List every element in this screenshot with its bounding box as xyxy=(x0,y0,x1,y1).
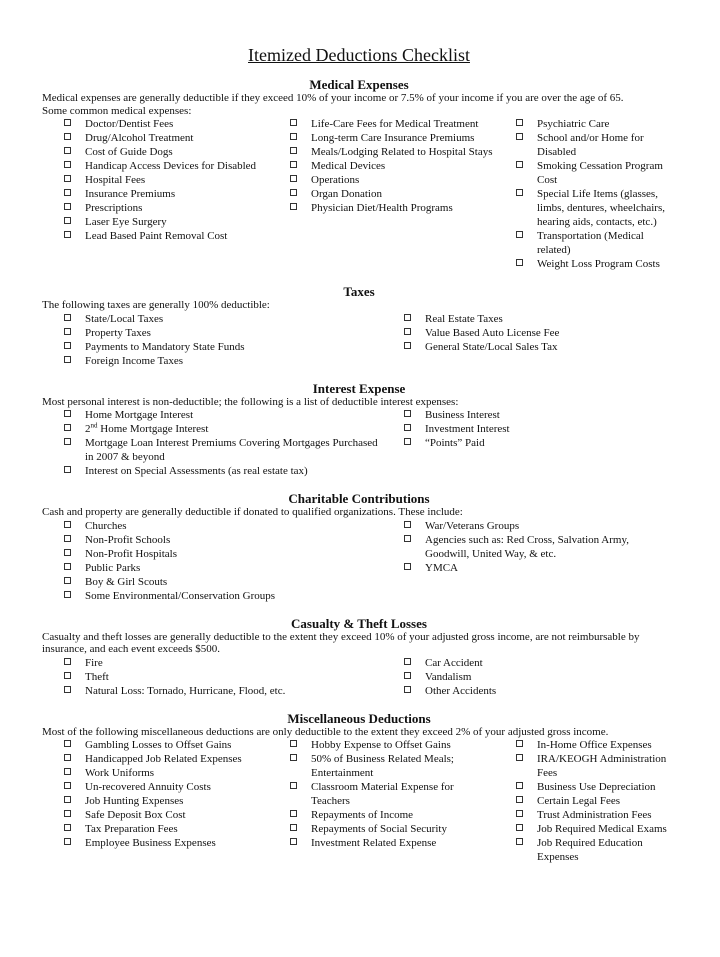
checklist-item xyxy=(42,464,382,478)
checkbox[interactable] xyxy=(64,314,71,321)
interest-intro: Most personal interest is non-deductible; the following is a list of deductible interest expenses: xyxy=(42,395,459,408)
checklist-item-label: Cost of Guide Dogs xyxy=(85,146,173,158)
checklist-item-label: Some Environmental/Conservation Groups xyxy=(85,589,276,602)
checklist-item-label: Non-Profit Schools xyxy=(85,533,171,546)
checklist-item xyxy=(494,780,676,794)
checklist-item-label: Handicapped Job Related Expenses xyxy=(85,753,242,765)
checkbox[interactable] xyxy=(516,259,523,266)
misc-col-2 xyxy=(268,738,494,864)
checkbox[interactable] xyxy=(290,189,297,196)
checklist-item xyxy=(494,822,676,836)
checklist-item xyxy=(268,187,494,201)
checklist-item xyxy=(382,422,676,436)
checklist-item-label: School and/or Home for Disabled xyxy=(537,132,644,158)
charitable-columns xyxy=(42,519,676,603)
checklist-item-label: War/Veterans Groups xyxy=(425,519,520,532)
checkbox[interactable] xyxy=(290,147,297,154)
checkbox[interactable] xyxy=(64,147,71,154)
checklist-item xyxy=(382,670,676,684)
checklist-item xyxy=(268,173,494,187)
checklist-item-label: General State/Local Sales Tax xyxy=(425,340,558,353)
checklist-item-label: Home Mortgage Interest xyxy=(100,423,209,435)
checkbox[interactable] xyxy=(404,535,411,542)
checkbox[interactable] xyxy=(404,658,411,665)
checklist-item-label: Prescriptions xyxy=(85,202,143,214)
checklist-item-label: Trust Administration Fees xyxy=(537,809,652,821)
checklist-item-label: YMCA xyxy=(425,561,459,574)
checklist-item xyxy=(494,738,676,752)
misc-col-1 xyxy=(42,738,268,864)
checklist-item-label: Doctor/Dentist Fees xyxy=(85,118,174,130)
checkbox[interactable] xyxy=(404,342,411,349)
checklist-item xyxy=(268,131,494,145)
charitable-intro: Cash and property are generally deductible if donated to qualified organizations. These include: xyxy=(42,506,463,518)
checkbox[interactable] xyxy=(64,342,71,349)
checkbox[interactable] xyxy=(516,740,523,747)
misc-section xyxy=(42,711,676,865)
checklist-item xyxy=(42,173,268,187)
checklist-item xyxy=(382,340,676,354)
checkbox[interactable] xyxy=(404,563,411,570)
checklist-item-label: Property Taxes xyxy=(85,326,151,339)
checklist-item-label: Physician Diet/Health Programs xyxy=(311,202,453,214)
checkbox[interactable] xyxy=(404,424,411,431)
checklist-item-label: Smoking Cessation Program Cost xyxy=(537,160,663,186)
checkbox[interactable] xyxy=(64,328,71,335)
casualty-col-1 xyxy=(42,656,382,698)
checklist-item xyxy=(42,340,382,354)
checklist-item xyxy=(42,145,268,159)
checkbox[interactable] xyxy=(516,231,523,238)
checkbox[interactable] xyxy=(290,740,297,747)
checklist-item-label: Meals/Lodging Related to Hospital Stays xyxy=(311,146,493,158)
checklist-item-label: Real Estate Taxes xyxy=(425,312,503,325)
ordinal-number: 2 xyxy=(85,423,91,435)
checkbox[interactable] xyxy=(64,133,71,140)
checklist-item-label: Laser Eye Surgery xyxy=(85,216,167,228)
checklist-item-label: Tax Preparation Fees xyxy=(85,823,178,835)
checklist-item-label: Employee Business Expenses xyxy=(85,837,216,849)
checklist-item-label: Weight Loss Program Costs xyxy=(537,258,660,270)
checklist-item xyxy=(42,766,268,780)
checklist-item xyxy=(268,822,494,836)
taxes-heading: Taxes xyxy=(343,284,375,299)
checklist-item xyxy=(268,780,494,808)
checklist-item xyxy=(42,187,268,201)
checkbox[interactable] xyxy=(64,217,71,224)
checkbox[interactable] xyxy=(516,189,523,196)
checklist-item-label: Payments to Mandatory State Funds xyxy=(85,340,245,353)
checklist-item-label: Organ Donation xyxy=(311,188,382,200)
checklist-item xyxy=(42,533,382,547)
checklist-item-label: Repayments of Income xyxy=(311,809,414,821)
checkbox[interactable] xyxy=(64,672,71,679)
checkbox[interactable] xyxy=(64,591,71,598)
checklist-item-label: Business Use Depreciation xyxy=(537,781,656,793)
checklist-item xyxy=(382,408,676,422)
checklist-item-label: Churches xyxy=(85,519,127,532)
checklist-item-label: Home Mortgage Interest xyxy=(85,409,194,421)
checkbox[interactable] xyxy=(290,175,297,182)
casualty-columns xyxy=(42,656,676,698)
checklist-item-label: “Points” Paid xyxy=(425,437,485,449)
checklist-item xyxy=(494,159,676,187)
checkbox[interactable] xyxy=(290,119,297,126)
taxes-columns xyxy=(42,312,676,368)
checkbox[interactable] xyxy=(64,189,71,196)
checkbox[interactable] xyxy=(516,119,523,126)
checkbox[interactable] xyxy=(64,824,71,831)
charitable-section xyxy=(42,491,676,603)
checkbox[interactable] xyxy=(404,521,411,528)
medical-columns xyxy=(42,117,676,271)
checkbox[interactable] xyxy=(516,754,523,761)
checklist-item xyxy=(42,575,382,589)
checklist-item xyxy=(42,354,382,368)
checklist-item-label: Hospital Fees xyxy=(85,174,146,186)
checkbox[interactable] xyxy=(290,824,297,831)
checkbox[interactable] xyxy=(64,535,71,542)
ordinal-suffix: nd xyxy=(90,421,98,430)
checkbox[interactable] xyxy=(64,356,71,363)
checkbox[interactable] xyxy=(64,438,71,445)
checklist-item-label: Interest on Special Assessments (as real estate tax) xyxy=(85,465,308,477)
checklist-item xyxy=(382,326,676,340)
charitable-heading: Charitable Contributions xyxy=(288,491,430,506)
page-title: Itemized Deductions Checklist xyxy=(248,45,470,65)
interest-section xyxy=(42,381,676,479)
checkbox[interactable] xyxy=(290,161,297,168)
checkbox[interactable] xyxy=(516,161,523,168)
checklist-item xyxy=(42,738,268,752)
checkbox[interactable] xyxy=(404,410,411,417)
checklist-item-label: Safe Deposit Box Cost xyxy=(85,809,186,821)
medical-intro: Medical expenses are generally deductible if they exceed 10% of your income or 7.5% of your income if you are over the age of 65. xyxy=(42,92,624,104)
checklist-item xyxy=(382,684,676,698)
checkbox[interactable] xyxy=(64,782,71,789)
checklist-item-label: Handicap Access Devices for Disabled xyxy=(85,160,257,172)
checklist-item-label: 50% of Business Related Meals; Entertainment xyxy=(311,753,454,779)
checkbox[interactable] xyxy=(64,810,71,817)
checklist-item xyxy=(382,561,676,575)
taxes-intro: The following taxes are generally 100% deductible: xyxy=(42,299,270,311)
checklist-item xyxy=(494,808,676,822)
checkbox[interactable] xyxy=(404,328,411,335)
checklist-item-label: Gambling Losses to Offset Gains xyxy=(85,739,232,751)
checklist-item xyxy=(268,145,494,159)
checkbox[interactable] xyxy=(64,838,71,845)
checklist-item xyxy=(494,117,676,131)
checklist-item-label: Operations xyxy=(311,174,360,186)
casualty-col-2 xyxy=(382,656,676,698)
checklist-item xyxy=(42,752,268,766)
checklist-item-label: Boy & Girl Scouts xyxy=(85,575,168,588)
checklist-item-label: State/Local Taxes xyxy=(85,312,164,325)
checkbox[interactable] xyxy=(290,782,297,789)
checklist-item-label: Foreign Income Taxes xyxy=(85,354,184,367)
checklist-item xyxy=(42,408,382,422)
checklist-item-label: Business Interest xyxy=(425,409,500,421)
checklist-item xyxy=(42,836,268,850)
casualty-intro: Casualty and theft losses are generally deductible to the extent they exceed 10% of your adjusted gross income, are not reimbursable by insurance, and each event exceeds $500. xyxy=(42,630,640,655)
checklist-item xyxy=(42,215,268,229)
checkbox[interactable] xyxy=(64,466,71,473)
checklist-item-label: Life-Care Fees for Medical Treatment xyxy=(311,118,479,130)
checkbox[interactable] xyxy=(64,686,71,693)
checklist-item-label: Job Required Medical Exams xyxy=(537,823,667,835)
checklist-item xyxy=(42,422,382,436)
checklist-item-label: Insurance Premiums xyxy=(85,188,176,200)
checkbox[interactable] xyxy=(64,203,71,210)
medical-col-1 xyxy=(42,117,268,271)
checklist-item-label: IRA/KEOGH Administration Fees xyxy=(537,753,667,779)
misc-intro: Most of the following miscellaneous deductions are only deductible to the extent they exceed 2% of your adjusted gross income. xyxy=(42,725,609,738)
misc-heading: Miscellaneous Deductions xyxy=(287,710,431,726)
checklist-item xyxy=(268,117,494,131)
checklist-item xyxy=(494,752,676,780)
checklist-item-label: Natural Loss: Tornado, Hurricane, Flood, etc. xyxy=(85,684,286,697)
checklist-item xyxy=(42,326,382,340)
checklist-item xyxy=(42,229,268,243)
checklist-item-label: Transportation (Medical related) xyxy=(537,230,644,256)
checklist-item-label: In-Home Office Expenses xyxy=(537,739,652,751)
checklist-item xyxy=(382,436,676,450)
checklist-item xyxy=(42,822,268,836)
checklist-item xyxy=(494,257,676,271)
taxes-section xyxy=(42,284,676,368)
checklist-item xyxy=(42,547,382,561)
medical-col-2 xyxy=(268,117,494,271)
checkbox[interactable] xyxy=(516,133,523,140)
checklist-item xyxy=(382,312,676,326)
checklist-item xyxy=(494,187,676,229)
checklist-item-label: Investment Related Expense xyxy=(311,837,437,849)
checklist-item-label: Lead Based Paint Removal Cost xyxy=(85,230,228,242)
checkbox[interactable] xyxy=(64,549,71,556)
checklist-item xyxy=(42,519,382,533)
checkbox[interactable] xyxy=(516,796,523,803)
checkbox[interactable] xyxy=(290,838,297,845)
checkbox[interactable] xyxy=(64,161,71,168)
medical-section xyxy=(42,77,676,271)
checklist-item xyxy=(42,684,382,698)
checkbox[interactable] xyxy=(516,782,523,789)
interest-col-1 xyxy=(42,408,382,478)
checklist-item-label: Hobby Expense to Offset Gains xyxy=(311,739,451,751)
checklist-item-label: Un-recovered Annuity Costs xyxy=(85,781,211,793)
checkbox[interactable] xyxy=(404,686,411,693)
checklist-item xyxy=(382,533,676,561)
checklist-item xyxy=(42,808,268,822)
checkbox[interactable] xyxy=(516,810,523,817)
checklist-item-label: Investment Interest xyxy=(425,423,510,435)
checkbox[interactable] xyxy=(64,563,71,570)
checklist-item xyxy=(268,738,494,752)
medical-intro-common: Some common medical expenses: xyxy=(42,104,192,117)
misc-col-3 xyxy=(494,738,676,864)
checkbox[interactable] xyxy=(516,824,523,831)
checklist-item xyxy=(42,159,268,173)
checklist-item xyxy=(42,436,382,464)
checklist-item xyxy=(494,794,676,808)
checkbox[interactable] xyxy=(64,119,71,126)
checkbox[interactable] xyxy=(404,438,411,445)
checkbox[interactable] xyxy=(290,203,297,210)
checkbox[interactable] xyxy=(516,838,523,845)
checklist-item-label: Job Required Education Expenses xyxy=(537,837,643,863)
checklist-item xyxy=(42,117,268,131)
checklist-item xyxy=(494,131,676,159)
checklist-item xyxy=(42,589,382,603)
checklist-item xyxy=(42,561,382,575)
misc-columns xyxy=(42,738,676,864)
interest-col-2 xyxy=(382,408,676,478)
checklist-item-label: Theft xyxy=(85,670,109,683)
charitable-col-2 xyxy=(382,519,676,603)
checkbox[interactable] xyxy=(64,754,71,761)
casualty-section xyxy=(42,616,676,698)
checklist-item-label: Repayments of Social Security xyxy=(311,823,447,835)
checklist-item xyxy=(42,201,268,215)
checklist-item xyxy=(382,519,676,533)
checklist-item xyxy=(268,836,494,850)
checklist-item-label: Value Based Auto License Fee xyxy=(425,326,560,339)
checkbox[interactable] xyxy=(290,810,297,817)
checklist-item xyxy=(494,229,676,257)
checklist-item xyxy=(42,794,268,808)
checklist-item-label: Vandalism xyxy=(425,670,472,683)
checklist-item xyxy=(42,670,382,684)
checkbox[interactable] xyxy=(64,658,71,665)
checklist-item-label: Long-term Care Insurance Premiums xyxy=(311,132,475,144)
checkbox[interactable] xyxy=(64,796,71,803)
checkbox[interactable] xyxy=(64,768,71,775)
checkbox[interactable] xyxy=(64,577,71,584)
checklist-item-label: Agencies such as: Red Cross, Salvation Army, Goodwill, United Way, & etc. xyxy=(425,533,629,560)
checkbox[interactable] xyxy=(64,175,71,182)
checklist-item-label: Work Uniforms xyxy=(85,767,155,779)
checklist-item-label: Job Hunting Expenses xyxy=(85,795,184,807)
checklist-item-label: Fire xyxy=(85,656,103,669)
checkbox[interactable] xyxy=(404,314,411,321)
medical-col-3 xyxy=(494,117,676,271)
checklist-item-label: Medical Devices xyxy=(311,160,386,172)
checklist-item-label: Car Accident xyxy=(425,656,483,669)
checklist-item xyxy=(268,159,494,173)
checklist-item-label: Other Accidents xyxy=(425,684,497,697)
checkbox[interactable] xyxy=(404,672,411,679)
checkbox[interactable] xyxy=(64,521,71,528)
checklist-item xyxy=(382,656,676,670)
checkbox[interactable] xyxy=(64,410,71,417)
checklist-item-label: Certain Legal Fees xyxy=(537,795,621,807)
checkbox[interactable] xyxy=(64,424,71,431)
taxes-col-1 xyxy=(42,312,382,368)
checklist-item-label: Non-Profit Hospitals xyxy=(85,547,177,560)
checklist-item xyxy=(42,656,382,670)
checklist-item xyxy=(42,131,268,145)
checklist-item xyxy=(268,752,494,780)
charitable-col-1 xyxy=(42,519,382,603)
checklist-item xyxy=(42,780,268,794)
interest-columns xyxy=(42,408,676,478)
checklist-item-label: Drug/Alcohol Treatment xyxy=(85,132,194,144)
checkbox[interactable] xyxy=(290,133,297,140)
checklist-item-label: Special Life Items (glasses, limbs, dentures, wheelchairs, hearing aids, contacts, etc.) xyxy=(537,188,665,228)
checklist-item xyxy=(42,312,382,326)
interest-heading: Interest Expense xyxy=(312,380,406,396)
checklist-item-label: Mortgage Loan Interest Premiums Covering Mortgages Purchased in 2007 & beyond xyxy=(85,437,378,463)
checkbox[interactable] xyxy=(64,740,71,747)
checklist-item-label: Classroom Material Expense for Teachers xyxy=(311,781,454,807)
casualty-heading: Casualty & Theft Losses xyxy=(291,615,427,631)
checklist-item-label: Psychiatric Care xyxy=(537,118,610,130)
checklist-item xyxy=(268,808,494,822)
checklist-item xyxy=(494,836,676,864)
checklist-item xyxy=(268,201,494,215)
medical-heading: Medical Expenses xyxy=(309,77,409,92)
checklist-item-label: Public Parks xyxy=(85,561,141,574)
checkbox[interactable] xyxy=(290,754,297,761)
taxes-col-2 xyxy=(382,312,676,368)
checkbox[interactable] xyxy=(64,231,71,238)
